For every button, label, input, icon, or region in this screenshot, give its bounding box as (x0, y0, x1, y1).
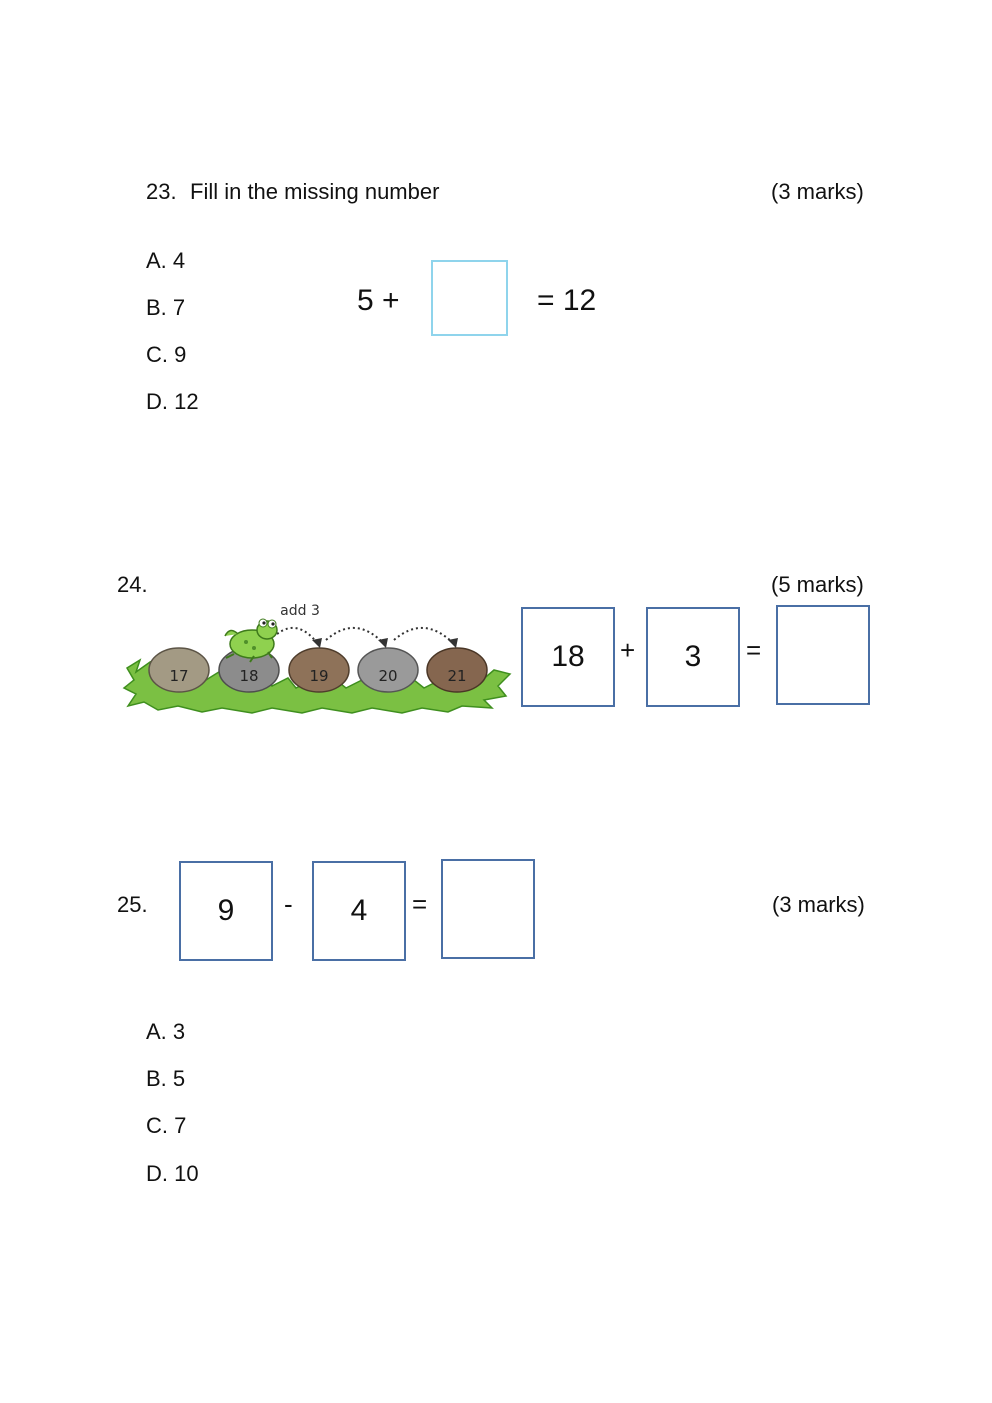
q25-option-a[interactable]: A. 3 (146, 1019, 186, 1044)
q25-minus-sign: - (284, 889, 293, 919)
q25-equals-sign: = (412, 889, 428, 919)
stone-label-19: 19 (309, 667, 329, 685)
q25-box-b: 4 (312, 861, 406, 961)
frog-icon (225, 619, 277, 662)
q25-answer-box[interactable] (441, 859, 535, 959)
q24-marks: (5 marks) (771, 572, 864, 597)
q23-equation-left: 5 + (357, 284, 400, 317)
q24-box-b: 3 (646, 607, 740, 707)
q25-option-c[interactable]: C. 7 (146, 1113, 187, 1138)
frog-number-line-illustration (122, 596, 517, 716)
stone-label-20: 20 (378, 667, 398, 685)
jump-arc-2 (326, 628, 384, 644)
q24-number: 24. (117, 572, 148, 597)
stone-label-18: 18 (239, 667, 259, 685)
q23-answer-box[interactable] (431, 260, 508, 336)
q23-option-c[interactable]: C. 9 (146, 342, 187, 367)
q23-option-d[interactable]: D. 12 (146, 389, 199, 414)
arrowhead-2 (378, 638, 388, 648)
q24-answer-box[interactable] (776, 605, 870, 705)
q23-option-b[interactable]: B. 7 (146, 295, 186, 320)
q23-equation-right: = 12 (537, 284, 597, 317)
q23-option-a[interactable]: A. 4 (146, 248, 186, 273)
q23-number: 23. (146, 179, 177, 204)
q25-option-d[interactable]: D. 10 (146, 1161, 199, 1186)
stone-label-21: 21 (447, 667, 467, 685)
q24-equals-sign: = (746, 635, 762, 665)
jump-arc-3 (394, 628, 454, 644)
q24-box-a: 18 (521, 607, 615, 707)
q25-box-a: 9 (179, 861, 273, 961)
q24-plus-sign: + (620, 635, 636, 665)
q23-marks: (3 marks) (771, 179, 864, 204)
q25-option-b[interactable]: B. 5 (146, 1066, 186, 1091)
jump-label: add 3 (280, 603, 320, 619)
stone-label-17: 17 (169, 667, 189, 685)
q25-number: 25. (117, 892, 148, 917)
q25-marks: (3 marks) (772, 892, 865, 917)
q23-title: Fill in the missing number (190, 179, 440, 204)
frog-number-line-svg (122, 596, 517, 716)
jump-arc-1 (277, 628, 318, 644)
